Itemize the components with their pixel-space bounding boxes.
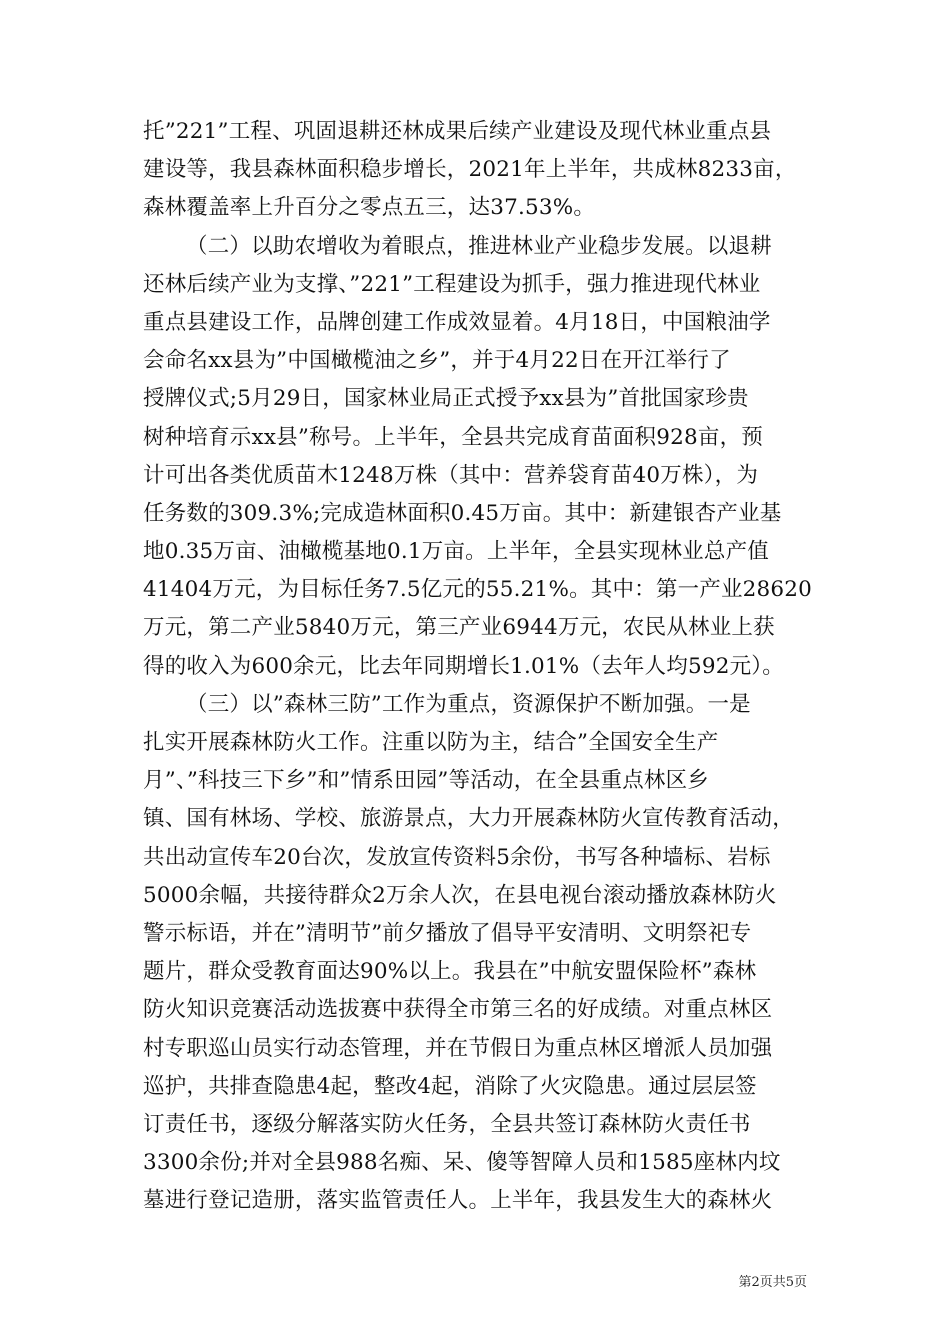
text-line: 月”、”科技三下乡”和”情系田园”等活动，在全县重点林区乡 xyxy=(143,768,710,794)
paragraph-start-line: （三）以”森林三防”工作为重点，资源保护不断加强。一是 xyxy=(186,691,751,717)
text-line: 还林后续产业为支撑、”221”工程建设为抓手，强力推进现代林业 xyxy=(143,271,761,297)
text-line: 题片，群众受教育面达90%以上。我县在”中航安盟保险杯”森林 xyxy=(143,959,757,985)
text-line: 警示标语，并在”清明节”前夕播放了倡导平安清明、文明祭祀专 xyxy=(143,920,752,946)
text-line: 得的收入为600余元，比去年同期增长1.01%（去年人均592元）。 xyxy=(143,653,784,679)
text-line: 41404万元，为目标任务7.5亿元的55.21%。其中：第一产业28620 xyxy=(143,577,813,603)
text-line: 镇、国有林场、学校、旅游景点，大力开展森林防火宣传教育活动， xyxy=(143,806,795,832)
text-line: 任务数的309.3%;完成造林面积0.45万亩。其中：新建银杏产业基 xyxy=(143,500,782,526)
text-line: 订责任书，逐级分解落实防火任务，全县共签订森林防火责任书 xyxy=(143,1111,751,1137)
text-line: 村专职巡山员实行动态管理，并在节假日为重点林区增派人员加强 xyxy=(143,1035,773,1061)
text-line: 托”221”工程、巩固退耕还林成果后续产业建设及现代林业重点县 xyxy=(143,119,772,144)
text-line: 建设等，我县森林面积稳步增长，2021年上半年，共成林8233亩， xyxy=(143,157,797,183)
text-line: 共出动宣传车20台次，发放宣传资料5余份，书写各种墙标、岩标 xyxy=(143,844,771,870)
text-line: 墓进行登记造册，落实监管责任人。上半年，我县发生大的森林火 xyxy=(143,1188,773,1214)
text-line: 扎实开展森林防火工作。注重以防为主，结合”全国安全生产 xyxy=(143,730,719,755)
text-line: 万元，第二产业5840万元，第三产业6944万元，农民从林业上获 xyxy=(143,615,775,641)
text-line: 5000余幅，共接待群众2万余人次，在县电视台滚动播放森林防火 xyxy=(143,882,777,908)
text-line: 地0.35万亩、油橄榄基地0.1万亩。上半年，全县实现林业总产值 xyxy=(143,539,769,565)
document-body xyxy=(143,113,813,1220)
paragraph-start-line: （二）以助农增收为着眼点，推进林业产业稳步发展。以退耕 xyxy=(186,233,772,259)
text-line: 3300余份;并对全县988名痴、呆、傻等智障人员和1585座林内坟 xyxy=(143,1150,781,1176)
text-line: 巡护，共排查隐患4起，整改4起，消除了火灾隐患。通过层层签 xyxy=(143,1073,757,1099)
page-number: 第2页共5页 xyxy=(738,1275,807,1290)
text-line: 授牌仪式;5月29日，国家林业局正式授予xx县为”首批国家珍贵 xyxy=(143,386,749,412)
text-line: 树种培育示xx县”称号。上半年，全县共完成育苗面积928亩，预 xyxy=(143,424,763,450)
text-line: 计可出各类优质苗木1248万株（其中：营养袋育苗40万株），为 xyxy=(143,462,759,488)
text-line: 重点县建设工作，品牌创建工作成效显着。4月18日，中国粮油学 xyxy=(143,309,771,335)
text-line: 防火知识竞赛活动选拔赛中获得全市第三名的好成绩。对重点林区 xyxy=(143,997,773,1023)
text-line: 森林覆盖率上升百分之零点五三，达37.53%。 xyxy=(143,195,596,221)
text-line: 会命名xx县为”中国橄榄油之乡”，并于4月22日在开江举行了 xyxy=(143,348,731,374)
